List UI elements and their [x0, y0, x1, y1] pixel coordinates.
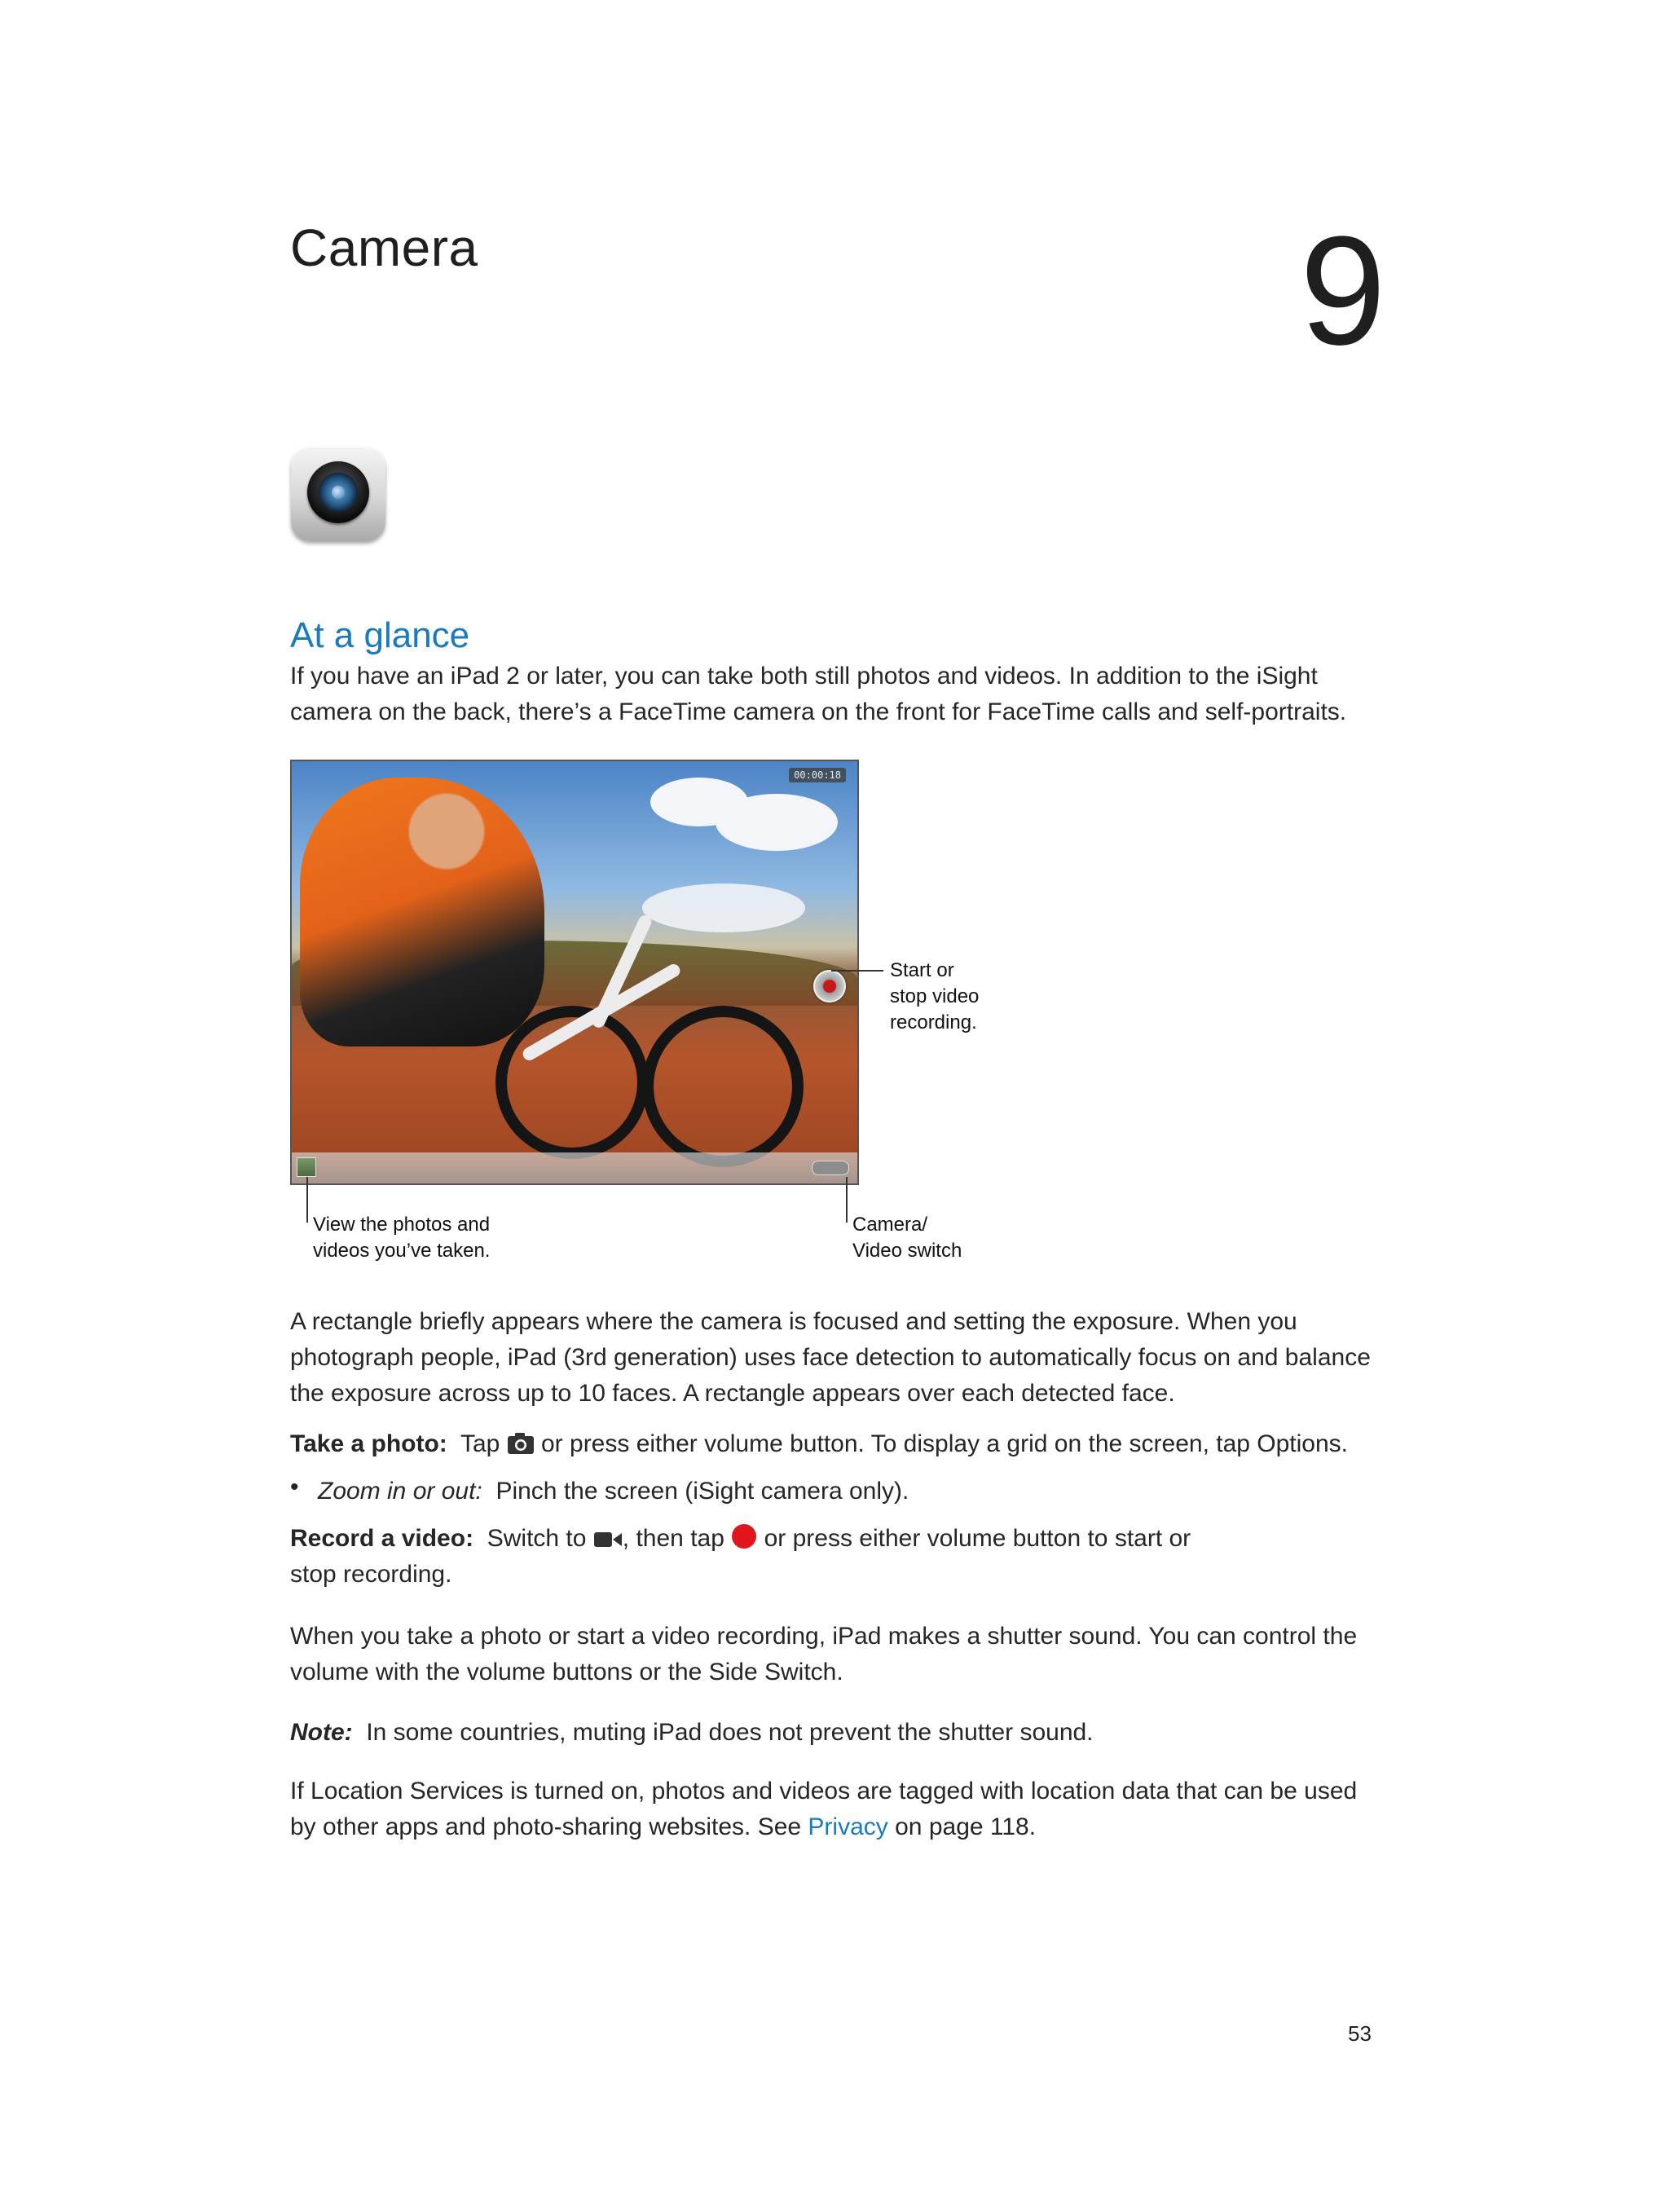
photos-thumbnail[interactable]	[297, 1157, 316, 1177]
page-number: 53	[1348, 2021, 1372, 2046]
chapter-number: 9	[1300, 205, 1386, 377]
callout-line-photos	[306, 1177, 308, 1223]
bullet-mark: •	[290, 1474, 299, 1500]
take-photo-paragraph: Take a photo: Tap or press either volume button. To display a grid on the screen, tap Options.	[290, 1430, 1348, 1457]
camera-video-switch[interactable]	[812, 1161, 849, 1175]
video-camera-icon	[593, 1530, 623, 1549]
callout-line-switch	[846, 1177, 848, 1223]
recording-timer: 00:00:18	[789, 768, 846, 782]
chapter-title: Camera	[290, 218, 478, 277]
camera-screenshot-figure	[290, 760, 859, 1185]
focus-paragraph: A rectangle briefly appears where the camera is focused and setting the exposure. When you photograph people, iPad (3rd generation) uses face detection to automatically focus on and balance the exposure across up to 10 faces. A rectangle appears over each detected face.	[290, 1308, 1371, 1407]
callout-switch: Camera/ Video switch	[852, 1214, 962, 1262]
shutter-paragraph: When you take a photo or start a video recording, iPad makes a shutter sound. You can control the volume with the volume buttons or the Side Switch.	[290, 1623, 1358, 1685]
zoom-paragraph: Zoom in or out: Pinch the screen (iSight camera only).	[318, 1478, 909, 1505]
camera-toolbar	[292, 1152, 857, 1183]
camera-app-icon	[291, 447, 385, 541]
lens-icon	[307, 461, 369, 523]
callout-photos: View the photos and videos you’ve taken.	[313, 1214, 491, 1262]
callout-record: Start or stop video recording.	[890, 959, 980, 1033]
intro-paragraph: If you have an iPad 2 or later, you can take both still photos and videos. In addition to the iSight camera on the back, there’s a FaceTime camera on the front for FaceTime calls and self-portraits.	[290, 663, 1347, 725]
record-button[interactable]	[813, 970, 846, 1002]
note-paragraph: Note: In some countries, muting iPad does not prevent the shutter sound.	[290, 1719, 1094, 1746]
camera-icon	[507, 1432, 535, 1455]
privacy-link[interactable]: Privacy	[808, 1813, 888, 1840]
section-heading: At a glance	[290, 615, 470, 655]
callout-line-record	[831, 970, 883, 972]
location-paragraph: If Location Services is turned on, photos and videos are tagged with location data that can be used by other apps and photo-sharing websites. See Privacy on page 118.	[290, 1778, 1358, 1840]
record-button-icon	[731, 1523, 757, 1549]
rider-image	[300, 778, 544, 1047]
record-video-paragraph: Record a video: Switch to , then tap or press either volume button to start or stop recording.	[290, 1525, 1191, 1588]
